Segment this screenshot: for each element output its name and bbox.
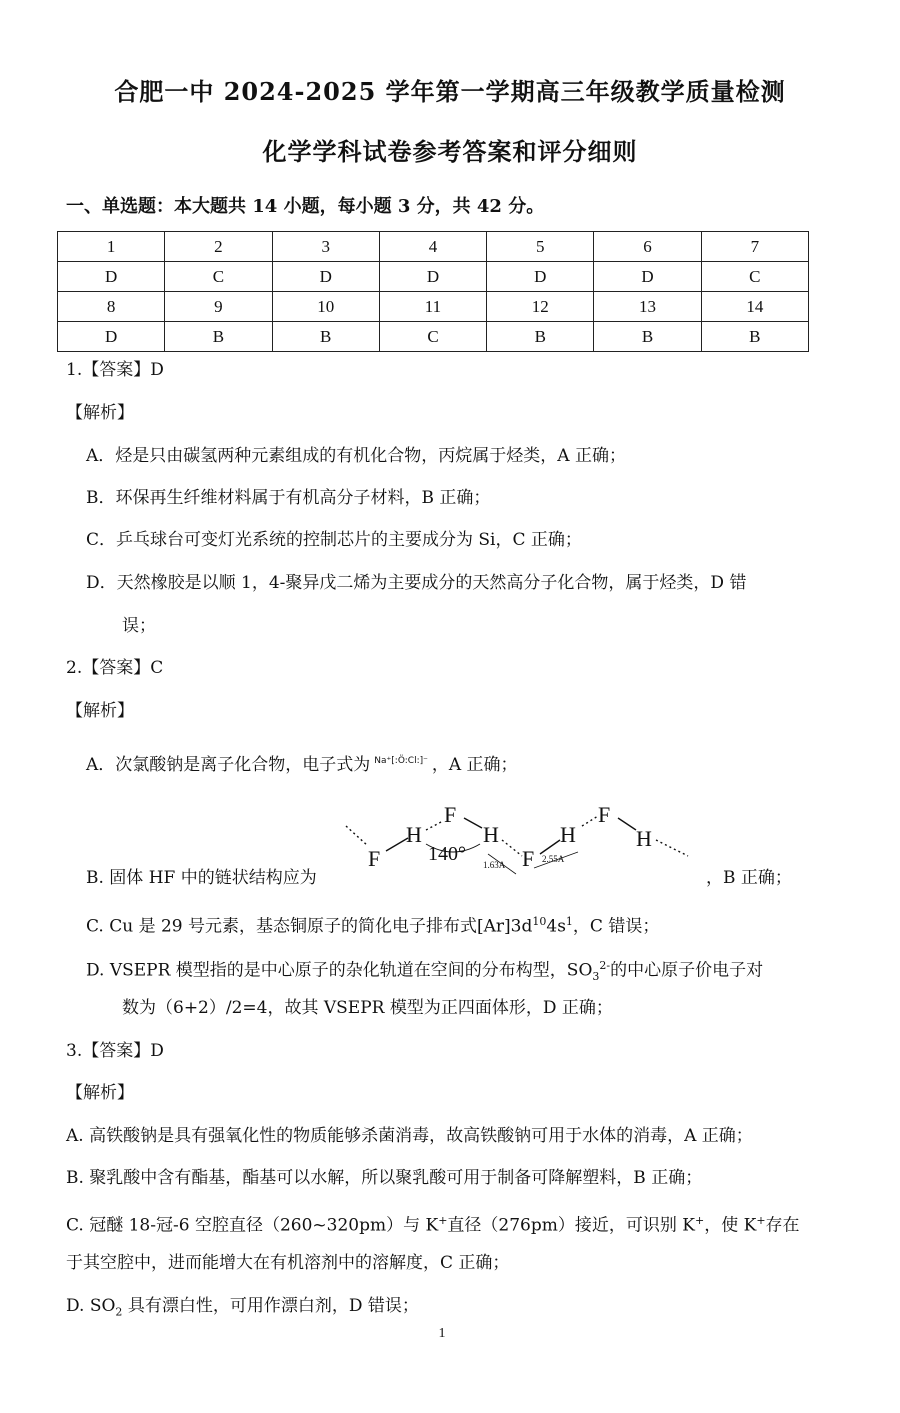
q3-option-d [66, 1294, 419, 1324]
answer-table-cell: C [701, 262, 808, 292]
q2-option-d-end: 的中心原子价电子对 [610, 960, 764, 981]
hf-hbond-2 [502, 840, 522, 856]
answer-table-cell: 6 [594, 232, 701, 262]
q1-option-a: A．烃是只由碳氢两种元素组成的有机化合物，丙烷属于烃类，A 正确； [86, 446, 626, 466]
hf-atom-h1: H [406, 822, 422, 847]
hf-atom-h2: H [483, 822, 499, 847]
q3-option-c-sup3: + [756, 1214, 766, 1227]
q2-option-c-sup2: 1 [565, 915, 573, 928]
answer-table-cell: 14 [701, 292, 808, 322]
answer-table-cell: 2 [165, 232, 272, 262]
section-heading: 一、单选题：本大题共 14 小题，每小题 3 分，共 42 分。 [66, 196, 545, 217]
answer-table-cell: 10 [272, 292, 379, 322]
answer-table-cell: D [594, 262, 701, 292]
answer-table-cell: 5 [487, 232, 594, 262]
hf-atom-f2: F [444, 802, 457, 827]
answer-table-cell: B [487, 322, 594, 352]
q2-option-d [86, 954, 763, 989]
q1-option-c: C．乒乓球台可变灯光系统的控制芯片的主要成分为 Si，C 正确； [86, 530, 582, 550]
q2-option-d-sub: 3 [592, 970, 600, 984]
q2-option-a-text: A．次氯酸钠是离子化合物，电子式为 [86, 755, 371, 775]
answer-table-cell: 8 [58, 292, 165, 322]
q2-option-a-end: ，A 正确； [431, 755, 518, 775]
hf-hbond-1 [426, 821, 443, 830]
q3-option-c-sup2: + [694, 1214, 705, 1227]
q3-option-d-text: D. SO [66, 1296, 116, 1316]
answer-table-cell: B [272, 322, 379, 352]
q3-option-c-end: 存在 [765, 1215, 800, 1236]
q2-option-d-cont: 数为（6+2）/2=4，故其 VSEPR 模型为正四面体形，D 正确； [122, 998, 613, 1018]
answer-table-cell: D [379, 262, 486, 292]
q1-option-d-cont: 误； [122, 616, 156, 636]
q3-option-c-text: C. 冠醚 18-冠-6 空腔直径（260~320pm）与 K [66, 1215, 439, 1236]
q1-option-d: D．天然橡胶是以顺 1，4-聚异戊二烯为主要成分的天然高分子化合物，属于烃类，D 错 [86, 573, 747, 593]
answer-table-cell: C [165, 262, 272, 292]
hf-atom-f1: F [368, 846, 381, 871]
q2-option-b-end: ，B 正确； [706, 868, 792, 888]
hf-atom-f3: F [522, 846, 535, 871]
answer-table-cell: B [165, 322, 272, 352]
q2-option-b: B. 固体 HF 中的链状结构应为 [86, 868, 317, 888]
q2-option-c-mid: 4s [546, 916, 566, 937]
q3-option-d-end: 具有漂白性，可用作漂白剂，D 错误； [122, 1296, 419, 1316]
hf-bond-length-2: 2.55A [542, 854, 565, 864]
answer-table-cell: B [594, 322, 701, 352]
answer-table-cell: B [701, 322, 808, 352]
q2-answer: 2.【答案】C [66, 658, 164, 678]
hf-chain-diagram [338, 796, 698, 886]
q2-option-d-text: D. VSEPR 模型指的是中心原子的杂化轨道在空间的分布构型，SO [86, 960, 593, 981]
answer-table-cell: 11 [379, 292, 486, 322]
hf-hbond-3 [582, 816, 598, 826]
answer-table-cell: D [487, 262, 594, 292]
hf-bond-length-1: 1.63A [483, 860, 506, 870]
q1-analysis-label: 【解析】 [66, 403, 134, 423]
answer-table-cell: 1 [58, 232, 165, 262]
q2-option-d-sup: 2- [599, 959, 611, 972]
q2-option-a [86, 753, 518, 777]
q1-answer: 1.【答案】D [66, 360, 164, 380]
answer-table [57, 231, 809, 352]
q3-option-c [66, 1209, 800, 1238]
answer-table-cell: 3 [272, 232, 379, 262]
hf-angle-label: 140° [428, 843, 466, 865]
q3-option-c-cont: 于其空腔中，进而能增大在有机溶剂中的溶解度，C 正确； [66, 1253, 510, 1273]
hf-bond-1 [386, 838, 408, 851]
q3-option-c-mid: 直径（276pm）接近，可识别 K [447, 1215, 695, 1236]
hf-bond-2 [464, 818, 482, 828]
q2-option-c-text: C. Cu 是 29 号元素，基态铜原子的简化电子排布式[Ar]3d [86, 916, 533, 937]
answer-table-row [58, 262, 809, 292]
answer-table-cell: C [379, 322, 486, 352]
hf-hbond-left [346, 826, 368, 846]
answer-table-cell: 13 [594, 292, 701, 322]
document-title: 合肥一中 2024-2025 学年第一学期高三年级教学质量检测 [114, 77, 786, 106]
q3-option-b: B. 聚乳酸中含有酯基，酯基可以水解，所以聚乳酸可用于制备可降解塑料，B 正确； [66, 1168, 703, 1188]
electron-formula: Na⁺[:Ö:Cl:]⁻ [374, 756, 428, 766]
q2-option-c [86, 910, 659, 939]
q1-option-b: B．环保再生纤维材料属于有机高分子材料，B 正确； [86, 488, 491, 508]
hf-atom-h4: H [636, 826, 652, 851]
q3-option-c-mid2: ，使 K [704, 1215, 757, 1236]
q2-analysis-label: 【解析】 [66, 701, 134, 721]
hf-bond-4 [618, 818, 636, 830]
answer-table-cell: 12 [487, 292, 594, 322]
hf-atom-f4: F [598, 802, 611, 827]
answer-table-cell: D [58, 322, 165, 352]
answer-table-row [58, 322, 809, 352]
answer-table-cell: D [272, 262, 379, 292]
q3-analysis-label: 【解析】 [66, 1083, 134, 1103]
answer-table-cell: 9 [165, 292, 272, 322]
q3-answer: 3.【答案】D [66, 1041, 164, 1061]
answer-table-row [58, 292, 809, 322]
q2-option-c-sup1: 10 [532, 915, 547, 928]
q3-option-c-sup1: + [438, 1214, 448, 1227]
answer-table-cell: 4 [379, 232, 486, 262]
page-number: 1 [438, 1326, 446, 1341]
answer-table-cell: D [58, 262, 165, 292]
hf-bond-3 [540, 840, 560, 854]
hf-hbond-right [656, 840, 688, 856]
document-subtitle: 化学学科试卷参考答案和评分细则 [262, 137, 638, 166]
answer-table-row [58, 232, 809, 262]
answer-table-cell: 7 [701, 232, 808, 262]
q2-option-c-end: ，C 错误； [572, 916, 660, 937]
hf-atom-h3: H [560, 822, 576, 847]
q3-option-a: A. 高铁酸钠是具有强氧化性的物质能够杀菌消毒，故高铁酸钠可用于水体的消毒，A 正确； [66, 1126, 753, 1146]
q3-option-d-sub: 2 [115, 1305, 123, 1319]
